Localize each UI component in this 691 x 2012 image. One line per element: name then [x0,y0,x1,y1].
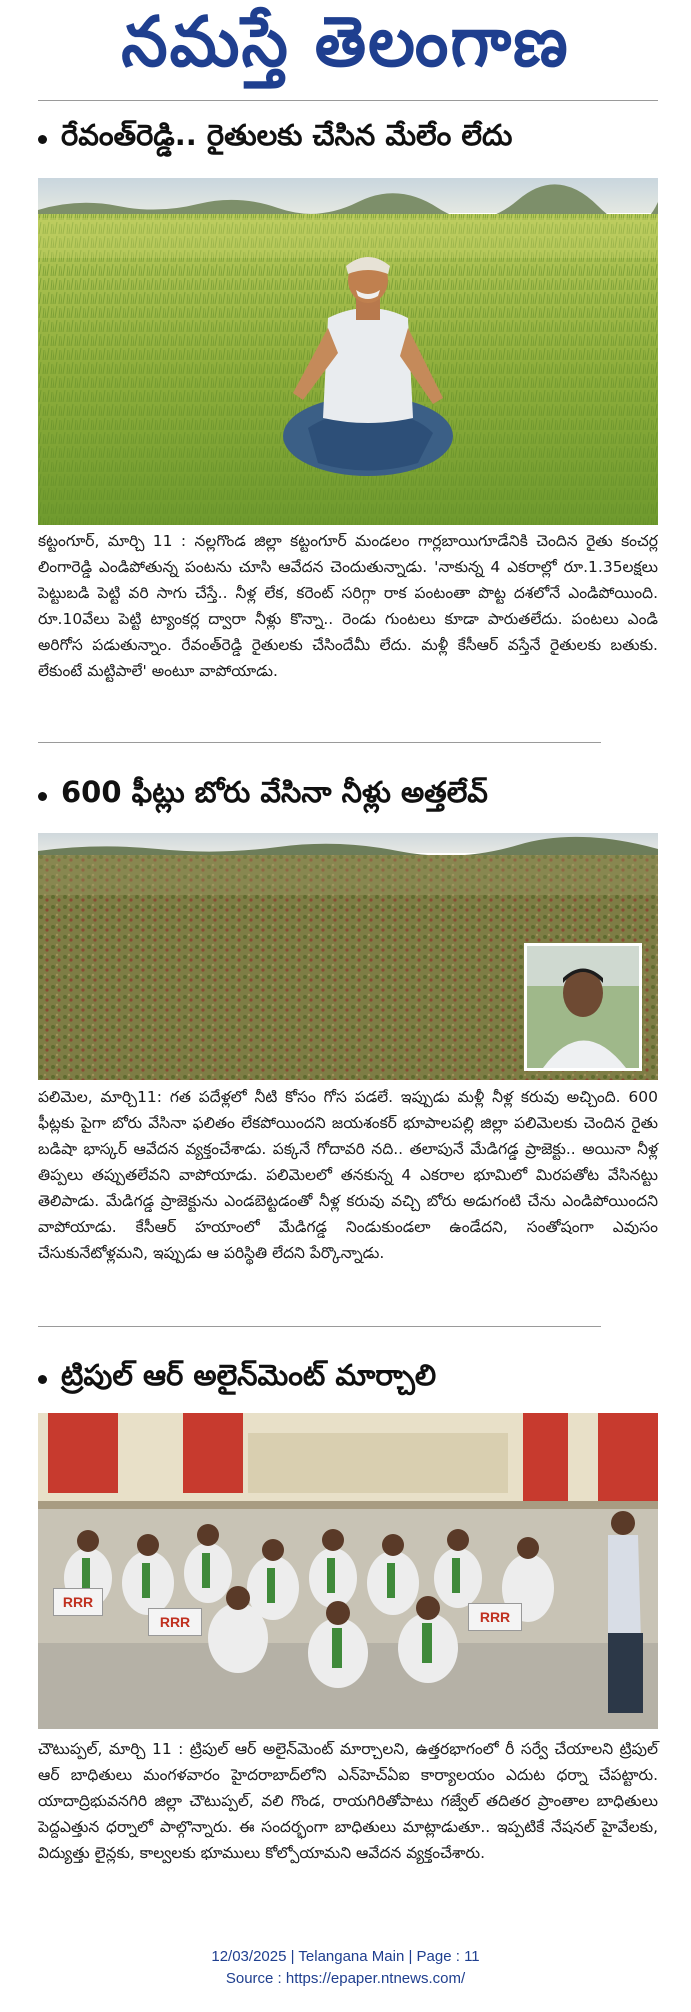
footer-source-label: Source : [225,1970,286,1987]
masthead [0,0,691,100]
farmer-portrait-inset [524,943,642,1071]
bullet-icon [38,792,47,801]
bullet-icon [38,1375,47,1384]
article-1-photo [38,178,658,525]
article-2-headline [38,775,488,817]
article-3-photo [38,1413,658,1729]
article-3-headline-text: ట్రిపుల్ ఆర్ అలైన్‌మెంట్ మార్చాలి [61,1358,437,1392]
article-2-photo [38,833,658,1080]
newspaper-logo: నమస్తే తెలంగాణ [121,1,570,83]
footer-edition-line: 12/03/2025 | Telangana Main | Page : 11 [211,1948,480,1965]
article-2-divider [38,1326,601,1327]
article-1-divider [38,742,601,743]
article-3-body: చౌటుప్పల్, మార్చి 11 : ట్రిపుల్ ఆర్ అలైన్‌మెంట్ మార్చాలని, ఉత్తరభాగంలో రీ సర్వే చేయాలని ట్రిపుల్ ఆర్ బాధితులు మంగళవారం హైదరాబాద్‌లోని ఎన్‌హెచ్‌ఏఐ కార్యాలయం ఎదుట ధర్నా చేపట్టారు. యాదాద్రిభువనగిరి జిల్లా చౌటుప్పల్, వలి గొండ, రాయగిరితోపాటు గజ్వేల్ తదితర ప్రాంతాల బాధితులు పెద్దఎత్తున ధర్నాలో పాల్గొన్నారు. ఈ సందర్భంగా బాధితులు మాట్లాడుతూ.. ఇప్పటికే నేషనల్ హైవేలకు, విద్యుత్తు లైన్లకు, కాల్వలకు భూములు కోల్పోయామని ఆవేదన వ్యక్తంచేశారు. [38,1740,658,1862]
article-1-headline [38,118,512,160]
article-1-headline-text: రేవంత్‌రెడ్డి.. రైతులకు చేసిన మేలేం లేదు [61,118,513,152]
masthead-divider [38,100,658,101]
article-1-body: కట్టంగూర్, మార్చి 11 : నల్లగొండ జిల్లా కట్టంగూర్ మండలం గార్లబాయిగూడేనికి చెందిన రైతు కంచర్ల లింగారెడ్డి ఎండిపోతున్న పంటను చూసి ఆవేదన చెందుతున్నాడు. 'నాకున్న 4 ఎకరాల్లో రూ.1.35లక్షలు పెట్టుబడి పెట్టి వరి సాగు చేస్తే.. నీళ్ల లేక, కరెంట్ సరిగ్గా రాక పంటంతా పొట్ట దశలోనే ఎండిపోయింది. రూ.10వేలు పెట్టి ట్యాంకర్ల ద్వారా నీళ్లు కొన్నా.. రెండు గుంటలు కూడా పారుతలేదు. పంటలు ఎండి అరిగోస పడుతున్నాం. రేవంత్‌రెడ్డి రైతులకు చేసిందేమీ లేదు. మళ్లీ కేసీఆర్ వస్తేనే రైతులకు బతుకు. లేకుంటే మట్టిపాలే' అంటూ వాపోయాడు. [38,532,658,680]
bullet-icon [38,135,47,144]
rrr-placard: RRR [468,1603,522,1631]
article-2-headline-text: 600 ఫీట్లు బోరు వేసినా నీళ్లు అత్తలేవ్ [61,775,488,809]
rrr-placard: RRR [53,1588,103,1616]
footer-source [0,1970,691,1987]
article-3-headline [38,1358,436,1400]
footer-source-link[interactable]: https://epaper.ntnews.com/ [285,1970,466,1987]
article-2-body: పలిమెల, మార్చి11: గత పదేళ్లలో నీటి కోసం గోస పడలే. ఇప్పుడు మళ్లీ నీళ్ల కరువు అచ్చింది. 600 ఫీట్లకు పైగా బోరు వేసినా ఫలితం లేకపోయిందని జయశంకర్ భూపాలపల్లి జిల్లా పలిమెలకు చెందిన రైతు బడిషా భాస్కర్ ఆవేదన వ్యక్తంచేశాడు. పక్కనే గోదావరి నది.. తలాపునే మేడిగడ్డ ప్రాజెక్టు.. అయినా నీళ్ల తిప్పలు తప్పుతలేవని వాపోయాడు. పలిమెలలో తనకున్న 4 ఎకరాల భూమిలో మిరపతోట వేసినట్టు తెలిపాడు. మేడిగడ్డ ప్రాజెక్టును ఎండబెట్టడంతో నీళ్ల కరువు వచ్చి బోరు అడుగంటి చేను ఎండిపోయిందని వాపోయాడు. కేసీఆర్ హయాంలో మేడిగడ్డ నిండుకుండలా ఉండేదని, సంతోషంగా ఎవుసం చేసుకునేటోళ్లమని, ఇప్పుడు ఆ పరిస్థితి లేదని పేర్కొన్నాడు. [38,1088,658,1262]
rrr-placard: RRR [148,1608,202,1636]
